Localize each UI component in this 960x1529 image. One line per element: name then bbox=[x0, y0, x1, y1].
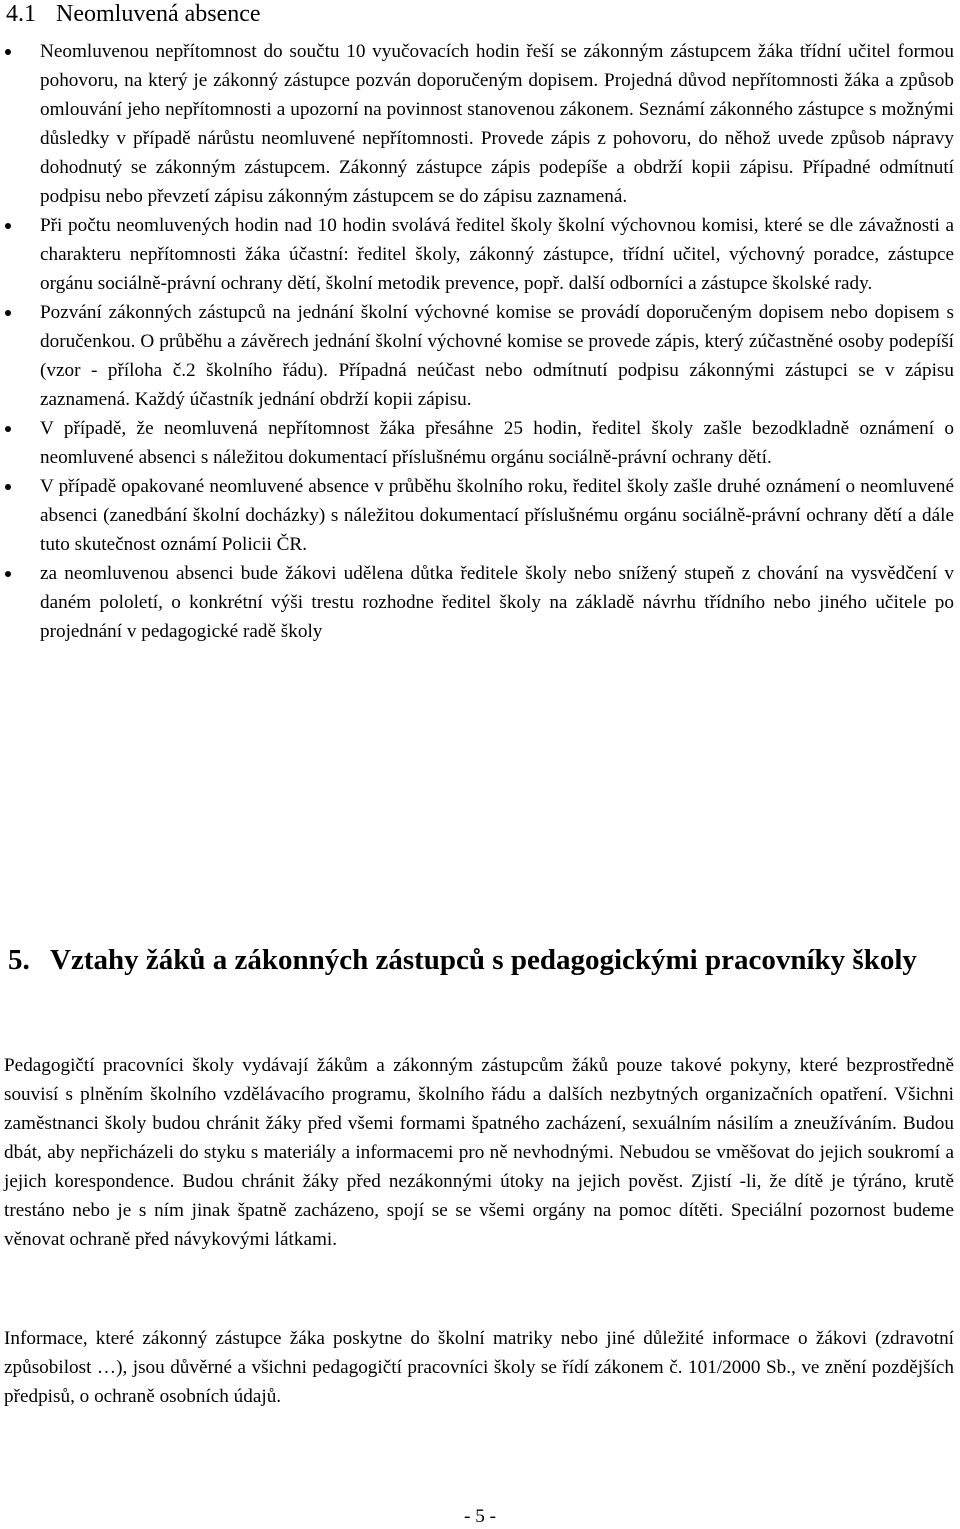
section-5-paragraph-1: Pedagogičtí pracovníci školy vydávají žákům a zákonným zástupcům žáků pouze takové pokyny, které bezprostředně souvisí s plněním školního vzdělávacího programu, školního řádu a dalších nezbytných organizačních opatření. Všichni zaměstnanci školy budou chránit žáky před všemi formami špatného zacházení, sexuálním násilím a zneužíváním. Budou dbát, aby nepřicházeli do styku s materiály a informacemi pro ně nevhodnými. Nebudou se vměšovat do jejich soukromí a jejich korespondence. Budou chránit žáky před nezákonnými útoky na jejich pověst. Zjistí -li, že dítě je týráno, krutě trestáno nebo je s ním jinak špatně zacházeno, spojí se se všemi orgány na pomoc dítěti. Speciální pozornost budeme věnovat ochraně před návykovými látkami. bbox=[4, 1055, 954, 1250]
section-4-1-heading bbox=[6, 0, 261, 28]
list-item-text: za neomluvenou absenci bude žákovi udělena důtka ředitele školy nebo snížený stupeň z chování na vysvědčení v daném pololetí, o konkrétní výši trestu rozhodne ředitel školy na základě návrhu třídního nebo jiného učitele po projednání v pedagogické radě školy bbox=[40, 563, 954, 642]
list-item bbox=[40, 37, 954, 211]
section-4-1-title: Neomluvená absence bbox=[56, 1, 261, 27]
list-item bbox=[40, 211, 954, 298]
section-4-1-number: 4.1 bbox=[6, 1, 36, 27]
list-item-text: Pozvání zákonných zástupců na jednání školní výchovné komise se provádí doporučeným dopisem nebo dopisem s doručenkou. O průběhu a závěrech jednání školní výchovné komise se provede zápis, který zúčastněné osoby podepíší (vzor - příloha č.2 školního řádu). Případná neúčast nebo odmítnutí podpisu zákonnými zástupci se v zápisu zaznamená. Každý účastník jednání obdrží kopii zápisu. bbox=[40, 302, 954, 410]
list-item-text: V případě opakované neomluvené absence v průběhu školního roku, ředitel školy zašle druhé oznámení o neomluvené absenci (zanedbání školní docházky) s náležitou dokumentací příslušnému orgánu sociálně-právní ochrany dětí a dále tuto skutečnost oznámí Policii ČR. bbox=[40, 476, 954, 555]
bullet-icon bbox=[5, 484, 11, 490]
page-number: - 5 - bbox=[464, 1506, 496, 1527]
bullet-icon bbox=[5, 426, 11, 432]
list-item bbox=[40, 472, 954, 559]
section-5-title: Vztahy žáků a zákonných zástupců s pedagogickými pracovníky školy bbox=[50, 944, 917, 976]
bullet-icon bbox=[5, 571, 11, 577]
bullet-icon bbox=[5, 223, 11, 229]
section-5-number: 5. bbox=[8, 944, 30, 976]
absence-rules-list bbox=[40, 37, 954, 646]
list-item-text: V případě, že neomluvená nepřítomnost žáka přesáhne 25 hodin, ředitel školy zašle bezodkladně oznámení o neomluvené absenci s náležitou dokumentací příslušnému orgánu sociálně-právní ochrany dětí. bbox=[40, 418, 954, 468]
list-item bbox=[40, 298, 954, 414]
bullet-icon bbox=[5, 49, 11, 55]
list-item-text: Při počtu neomluvených hodin nad 10 hodin svolává ředitel školy školní výchovnou komisi, které se dle závažnosti a charakteru nepřítomnosti žáka účastní: ředitel školy, zákonný zástupce, třídní učitel, výchovný poradce, zástupce orgánu sociálně-právní ochrany dětí, školní metodik prevence, popř. další odborníci a zástupce školské rady. bbox=[40, 215, 954, 294]
list-item bbox=[40, 559, 954, 646]
list-item bbox=[40, 414, 954, 472]
list-item-text: Neomluvenou nepřítomnost do součtu 10 vyučovacích hodin řeší se zákonným zástupcem žáka třídní učitel formou pohovoru, na který je zákonný zástupce pozván doporučeným dopisem. Projedná důvod nepřítomnosti žáka a způsob omlouvání jeho nepřítomnosti a upozorní na povinnost stanovenou zákonem. Seznámí zákonného zástupce s možnými důsledky v případě nárůstu neomluvené nepřítomnosti. Provede zápis z pohovoru, do něhož uvede způsob nápravy dohodnutý se zákonným zástupcem. Zákonný zástupce zápis podepíše a obdrží kopii zápisu. Případné odmítnutí podpisu nebo převzetí zápisu zákonným zástupcem se do zápisu zaznamená. bbox=[40, 41, 954, 207]
bullet-icon bbox=[5, 310, 11, 316]
section-5-paragraph-2: Informace, které zákonný zástupce žáka poskytne do školní matriky nebo jiné důležité informace o žákovi (zdravotní způsobilost …), jsou důvěrné a všichni pedagogičtí pracovníci školy se řídí zákonem č. 101/2000 Sb., ve znění pozdějších předpisů, o ochraně osobních údajů. bbox=[4, 1328, 954, 1407]
section-5-heading bbox=[8, 940, 938, 980]
